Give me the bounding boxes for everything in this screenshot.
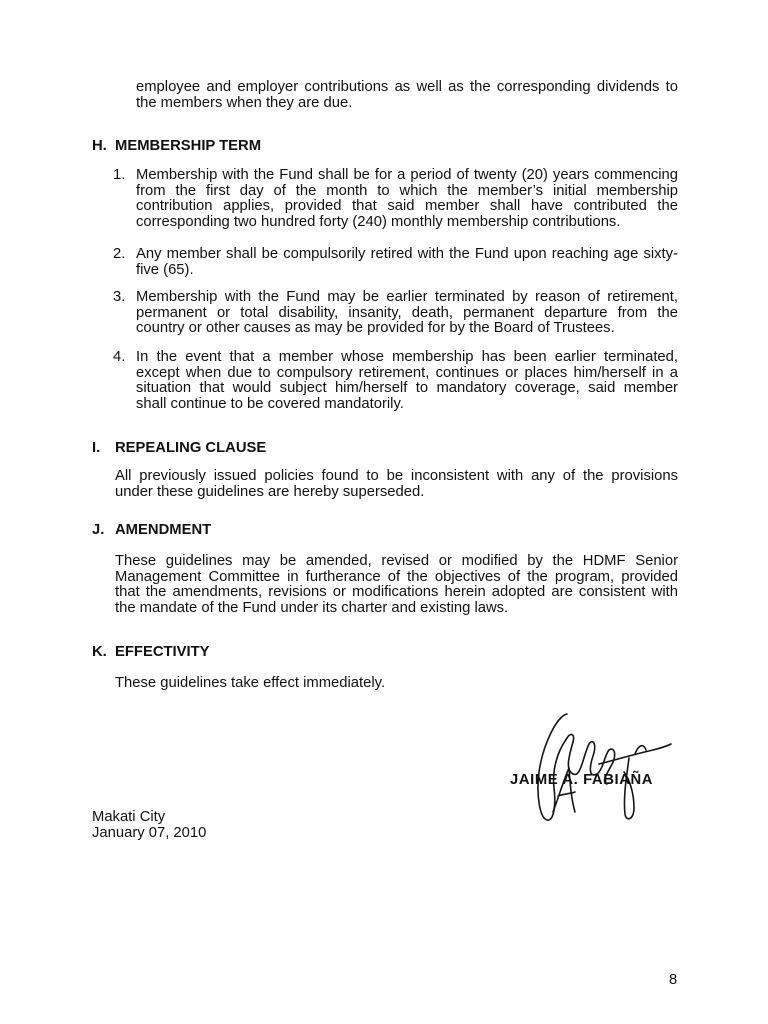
section-title: AMENDMENT [115,522,212,538]
list-item-line: five (65). [136,261,194,278]
section-heading-membership-term [92,139,412,155]
section-letter: I. [92,440,101,456]
list-item-line: Membership with the Fund may be earlier terminated by reason of retirement, [136,289,678,305]
list-item-line: Membership with the Fund shall be for a period of twenty (20) years commencing [136,167,678,183]
page-number: 8 [669,972,678,988]
list-item-line: country or other causes as may be provided for by the Board of Trustees. [136,320,615,336]
list-item-line: permanent or total disability, insanity, death, permanent departure from the [136,304,678,321]
list-item-line: corresponding two hundred forty (240) monthly membership contributions. [136,213,621,230]
section-heading-effectivity [92,645,412,661]
section-letter: K. [92,644,107,660]
section-title: EFFECTIVITY [115,644,210,660]
list-item [113,289,678,337]
signatory-name: JAIME A. FABIAÑA [510,772,654,788]
list-item-line: situation that would subject him/herself to mandatory coverage, said member [136,380,678,396]
list-item [113,167,678,230]
paragraph-line: under these guidelines are hereby superseded. [115,483,425,500]
list-item-line: Any member shall be compulsorily retired with the Fund upon reaching age sixty- [136,246,678,262]
section-title: MEMBERSHIP TERM [115,138,262,154]
paragraph-line: These guidelines take effect immediately. [115,675,386,691]
paragraph-line: Management Committee in furtherance of the objectives of the program, provided [115,568,678,585]
list-item-number: 3. [113,289,126,305]
section-heading-amendment [92,523,412,539]
section-heading-repealing-clause [92,441,412,457]
list-item-line: except when due to compulsory retirement, continues or places him/herself in a [136,364,678,381]
section-letter: J. [92,522,105,538]
section-title: REPEALING CLAUSE [115,440,267,456]
list-item-number: 2. [113,246,126,262]
list-item-line: In the event that a member whose membership has been earlier terminated, [136,349,678,365]
section-paragraph [115,554,678,616]
paragraph-line: the members when they are due. [136,94,353,111]
section-paragraph [115,676,678,692]
place-text: Makati City [92,809,166,825]
list-item-number: 1. [113,167,126,183]
list-item [113,349,678,412]
handwritten-signature [503,708,675,826]
paragraph-line: employee and employer contributions as well as the corresponding dividends to [136,79,678,95]
section-paragraph [115,469,678,500]
list-item-number: 4. [113,349,126,365]
paragraph-line: that the amendments, revisions or modifications herein adopted are consistent with [115,584,678,600]
list-item-line: shall continue to be covered mandatorily. [136,395,404,412]
paragraph-line: All previously issued policies found to be inconsistent with any of the provisions [115,468,678,484]
list-item-line: contribution applies, provided that said member shall have contributed the [136,198,678,214]
list-item-line: from the first day of the month to which the member’s initial membership [136,182,678,199]
intro-paragraph [136,80,678,111]
paragraph-line: the mandate of the Fund under its charter and existing laws. [115,599,509,616]
list-item [113,246,678,278]
date-text: January 07, 2010 [92,825,207,841]
section-letter: H. [92,138,107,154]
paragraph-line: These guidelines may be amended, revised or modified by the HDMF Senior [115,553,678,569]
